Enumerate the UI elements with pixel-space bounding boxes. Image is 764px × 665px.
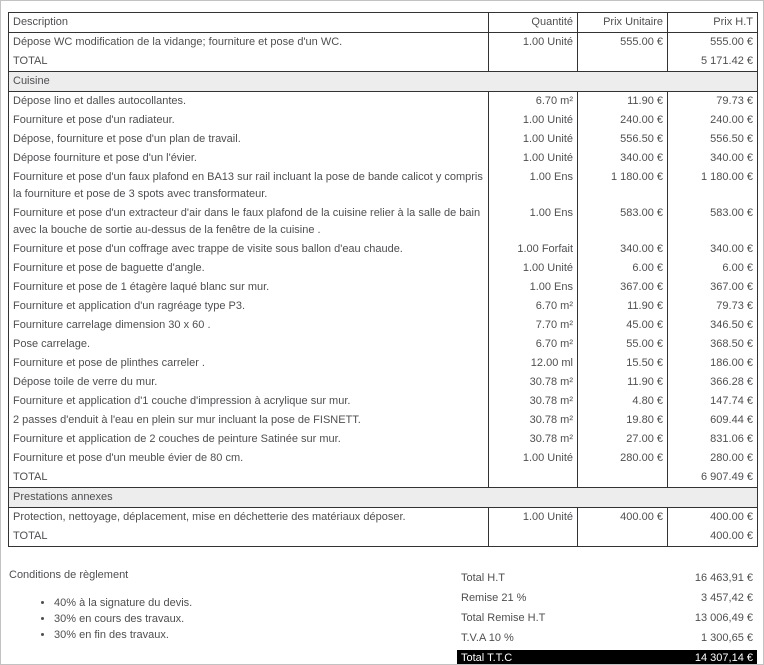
- totals-summary: [457, 568, 757, 665]
- cell-description: Fourniture et pose d'un faux plafond en BA13 sur rail incluant la pose de bande calicot y compris la fourniture et pose de 3 spots avec transformateur.: [9, 168, 489, 204]
- cell-quantity: 1.00 Ens: [489, 278, 578, 297]
- cell-quantity: 1.00 Unité: [489, 449, 578, 468]
- cell-description: Fourniture et application de 2 couches de peinture Satinée sur mur.: [9, 430, 489, 449]
- column-header-description: Description: [9, 13, 489, 33]
- section-total-row: [9, 527, 758, 547]
- footer-area: [8, 568, 757, 665]
- cell-description: 2 passes d'enduit à l'eau en plein sur mur incluant la pose de FISNETT.: [9, 411, 489, 430]
- cell-unit-price: 555.00 €: [578, 33, 668, 53]
- cell-quantity: 1.00 Unité: [489, 33, 578, 53]
- table-row: [9, 130, 758, 149]
- cell-unit-price: 367.00 €: [578, 278, 668, 297]
- summary-row: [457, 628, 757, 648]
- cell-unit-price: 1 180.00 €: [578, 168, 668, 204]
- cell-description: Fourniture et pose d'un meuble évier de 80 cm.: [9, 449, 489, 468]
- cell-unit-price: 11.90 €: [578, 92, 668, 112]
- table-header-row: [9, 13, 758, 33]
- cell-price-ht: 400.00 €: [668, 508, 758, 528]
- cell-price-ht: 6.00 €: [668, 259, 758, 278]
- grand-total-row: [457, 650, 757, 665]
- cell-description: Dépose lino et dalles autocollantes.: [9, 92, 489, 112]
- cell-quantity: 6.70 m²: [489, 297, 578, 316]
- cell-price-ht: 79.73 €: [668, 92, 758, 112]
- cell-description: Pose carrelage.: [9, 335, 489, 354]
- cell-price-ht: 556.50 €: [668, 130, 758, 149]
- summary-label: Total H.T: [461, 572, 506, 584]
- table-row: [9, 168, 758, 204]
- empty-cell: [489, 527, 578, 547]
- payment-conditions: [8, 568, 192, 665]
- cell-unit-price: 45.00 €: [578, 316, 668, 335]
- cell-description: Fourniture carrelage dimension 30 x 60 .: [9, 316, 489, 335]
- table-row: [9, 92, 758, 112]
- column-header-price-ht: Prix H.T: [668, 13, 758, 33]
- empty-cell: [489, 468, 578, 488]
- cell-unit-price: 27.00 €: [578, 430, 668, 449]
- cell-description: Fourniture et pose de baguette d'angle.: [9, 259, 489, 278]
- cell-unit-price: 583.00 €: [578, 204, 668, 240]
- cell-price-ht: 346.50 €: [668, 316, 758, 335]
- cell-price-ht: 583.00 €: [668, 204, 758, 240]
- table-row: [9, 278, 758, 297]
- conditions-list: [9, 595, 192, 643]
- empty-cell: [489, 52, 578, 72]
- table-row: [9, 240, 758, 259]
- cell-quantity: 1.00 Unité: [489, 508, 578, 528]
- cell-description: Dépose toile de verre du mur.: [9, 373, 489, 392]
- cell-unit-price: 4.80 €: [578, 392, 668, 411]
- cell-description: Fourniture et pose d'un radiateur.: [9, 111, 489, 130]
- cell-description: Fourniture et application d'1 couche d'impression à acrylique sur mur.: [9, 392, 489, 411]
- cell-quantity: 1.00 Unité: [489, 130, 578, 149]
- empty-cell: [578, 468, 668, 488]
- table-row: [9, 335, 758, 354]
- cell-unit-price: 6.00 €: [578, 259, 668, 278]
- summary-value: 16 463,91 €: [694, 572, 753, 584]
- cell-unit-price: 556.50 €: [578, 130, 668, 149]
- cell-price-ht: 280.00 €: [668, 449, 758, 468]
- condition-bullet: • 40% à la signature du devis.: [54, 595, 192, 611]
- column-header-quantity: Quantité: [489, 13, 578, 33]
- table-row: [9, 316, 758, 335]
- cell-quantity: 6.70 m²: [489, 92, 578, 112]
- cell-price-ht: 609.44 €: [668, 411, 758, 430]
- total-label: TOTAL: [9, 468, 489, 488]
- cell-quantity: 1.00 Unité: [489, 149, 578, 168]
- section-header-row: [9, 72, 758, 92]
- cell-quantity: 1.00 Unité: [489, 111, 578, 130]
- table-row: [9, 259, 758, 278]
- table-row: [9, 111, 758, 130]
- cell-price-ht: 368.50 €: [668, 335, 758, 354]
- cell-unit-price: 55.00 €: [578, 335, 668, 354]
- table-row: [9, 430, 758, 449]
- table-row: [9, 392, 758, 411]
- condition-bullet: • 30% en fin des travaux.: [54, 627, 192, 643]
- cell-quantity: 30.78 m²: [489, 392, 578, 411]
- section-total-row: [9, 468, 758, 488]
- table-row: [9, 449, 758, 468]
- cell-quantity: 30.78 m²: [489, 373, 578, 392]
- table-row: [9, 411, 758, 430]
- cell-unit-price: 280.00 €: [578, 449, 668, 468]
- summary-label: T.V.A 10 %: [461, 632, 514, 644]
- grand-total-label: Total T.T.C: [461, 652, 513, 664]
- cell-price-ht: 79.73 €: [668, 297, 758, 316]
- cell-unit-price: 340.00 €: [578, 240, 668, 259]
- summary-value: 1 300,65 €: [701, 632, 753, 644]
- cell-price-ht: 340.00 €: [668, 149, 758, 168]
- cell-description: Fourniture et application d'un ragréage type P3.: [9, 297, 489, 316]
- cell-unit-price: 400.00 €: [578, 508, 668, 528]
- section-total-row: [9, 52, 758, 72]
- cell-price-ht: 831.06 €: [668, 430, 758, 449]
- quote-table: [8, 12, 758, 547]
- table-row: [9, 33, 758, 53]
- cell-price-ht: 147.74 €: [668, 392, 758, 411]
- table-row: [9, 354, 758, 373]
- cell-description: Fourniture et pose d'un extracteur d'air dans le faux plafond de la cuisine relier à la salle de bain avec la bouche de sortie au-dessus de la fenêtre de la cuisine .: [9, 204, 489, 240]
- cell-unit-price: 11.90 €: [578, 297, 668, 316]
- total-label: TOTAL: [9, 527, 489, 547]
- grand-total-value: 14 307,14 €: [694, 652, 753, 664]
- cell-unit-price: 19.80 €: [578, 411, 668, 430]
- cell-quantity: 12.00 ml: [489, 354, 578, 373]
- table-row: [9, 508, 758, 528]
- table-row: [9, 204, 758, 240]
- cell-quantity: 7.70 m²: [489, 316, 578, 335]
- cell-price-ht: 1 180.00 €: [668, 168, 758, 204]
- summary-label: Total Remise H.T: [461, 612, 546, 624]
- empty-cell: [578, 527, 668, 547]
- cell-quantity: 1.00 Unité: [489, 259, 578, 278]
- cell-unit-price: 11.90 €: [578, 373, 668, 392]
- summary-value: 3 457,42 €: [701, 592, 753, 604]
- cell-unit-price: 15.50 €: [578, 354, 668, 373]
- cell-quantity: 1.00 Ens: [489, 168, 578, 204]
- cell-description: Protection, nettoyage, déplacement, mise en déchetterie des matériaux déposer.: [9, 508, 489, 528]
- cell-description: Dépose fourniture et pose d'un l'évier.: [9, 149, 489, 168]
- cell-description: Fourniture et pose de 1 étagère laqué blanc sur mur.: [9, 278, 489, 297]
- cell-quantity: 6.70 m²: [489, 335, 578, 354]
- section-title: Prestations annexes: [9, 488, 758, 508]
- summary-label: Remise 21 %: [461, 592, 527, 604]
- conditions-title: Conditions de règlement: [9, 569, 129, 581]
- cell-quantity: 30.78 m²: [489, 430, 578, 449]
- cell-price-ht: 366.28 €: [668, 373, 758, 392]
- empty-cell: [578, 52, 668, 72]
- cell-quantity: 30.78 m²: [489, 411, 578, 430]
- section-header-row: [9, 488, 758, 508]
- column-header-unit-price: Prix Unitaire: [578, 13, 668, 33]
- total-label: TOTAL: [9, 52, 489, 72]
- section-title: Cuisine: [9, 72, 758, 92]
- summary-value: 13 006,49 €: [694, 612, 753, 624]
- table-row: [9, 373, 758, 392]
- cell-description: Dépose, fourniture et pose d'un plan de travail.: [9, 130, 489, 149]
- cell-unit-price: 240.00 €: [578, 111, 668, 130]
- condition-bullet: • 30% en cours des travaux.: [54, 611, 192, 627]
- total-value: 400.00 €: [668, 527, 758, 547]
- cell-description: Dépose WC modification de la vidange; fourniture et pose d'un WC.: [9, 33, 489, 53]
- summary-row: [457, 588, 757, 608]
- cell-price-ht: 555.00 €: [668, 33, 758, 53]
- table-row: [9, 297, 758, 316]
- table-row: [9, 149, 758, 168]
- cell-price-ht: 186.00 €: [668, 354, 758, 373]
- cell-price-ht: 240.00 €: [668, 111, 758, 130]
- cell-quantity: 1.00 Forfait: [489, 240, 578, 259]
- total-value: 6 907.49 €: [668, 468, 758, 488]
- cell-price-ht: 340.00 €: [668, 240, 758, 259]
- summary-row: [457, 608, 757, 628]
- cell-price-ht: 367.00 €: [668, 278, 758, 297]
- summary-row: [457, 568, 757, 588]
- cell-quantity: 1.00 Ens: [489, 204, 578, 240]
- cell-description: Fourniture et pose d'un coffrage avec trappe de visite sous ballon d'eau chaude.: [9, 240, 489, 259]
- cell-description: Fourniture et pose de plinthes carreler .: [9, 354, 489, 373]
- cell-unit-price: 340.00 €: [578, 149, 668, 168]
- total-value: 5 171.42 €: [668, 52, 758, 72]
